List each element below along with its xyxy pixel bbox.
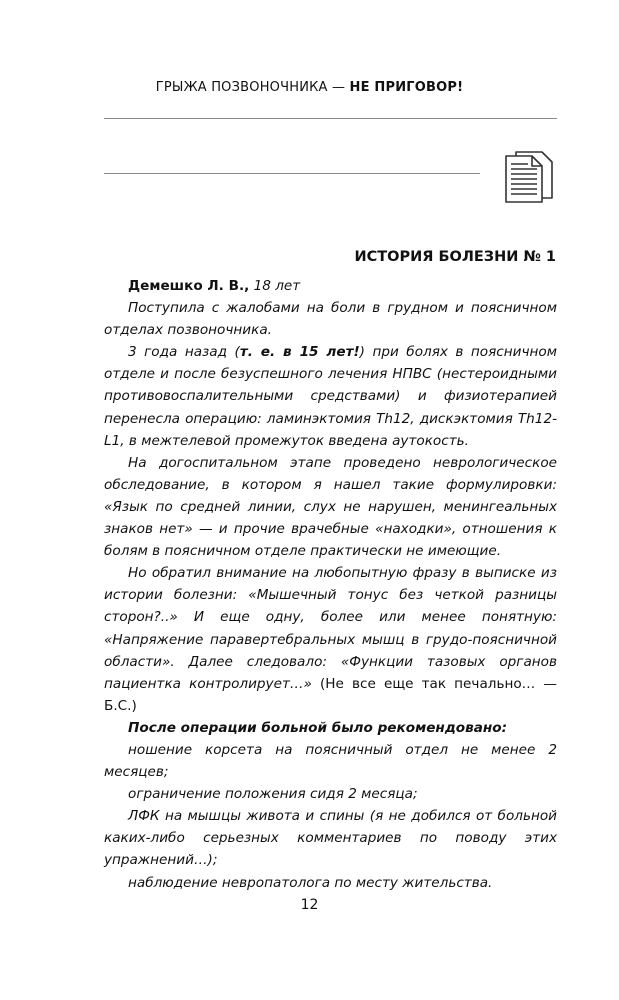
recommendation-corset: ношение корсета на поясничный отдел не менее 2 месяцев; bbox=[104, 741, 557, 781]
paragraph-history-emphasis: т. е. в 15 лет! bbox=[239, 344, 360, 361]
page-number: 12 bbox=[300, 897, 319, 913]
paragraph-history bbox=[104, 341, 557, 451]
paragraph-complaints-text: Поступила с жалобами на боли в грудном и поясничном отделах позвоночника. bbox=[104, 300, 557, 339]
patient-name: Демешко Л. В., bbox=[128, 278, 250, 294]
recommendation-neurologist: наблюдение невропатолога по месту жительства. bbox=[128, 874, 493, 891]
recommendations-heading-text: После операции больной было рекомендовано: bbox=[128, 719, 508, 736]
patient-age: 18 лет bbox=[249, 278, 301, 294]
paragraph-history-start: 3 года назад ( bbox=[128, 344, 240, 361]
document-pages-icon bbox=[494, 148, 554, 206]
paragraph-note-remark: (Не все еще так печально… — Б.С.) bbox=[104, 675, 557, 714]
patient-line bbox=[104, 275, 557, 297]
paragraph-examination-text: На догоспитальном этапе проведено неврологическое обследование, в котором я нашел такие формулировки: «Язык по средней линии, слух не нарушен, менингеальных знаков нет» — и прочие врачебные «находки», отношения к болям в поясничном отделе практически не имеющие. bbox=[104, 454, 557, 560]
recommendations-heading bbox=[104, 717, 557, 739]
running-head-normal: ГРЫЖА ПОЗВОНОЧНИКА — bbox=[155, 80, 350, 95]
header-rule-top bbox=[104, 118, 557, 119]
running-head-bold: НЕ ПРИГОВОР! bbox=[349, 80, 464, 95]
recommendation-exercise: ЛФК на мышцы живота и спины (я не добился от больной каких-либо серьезных комментариев по поводу этих упражнений…); bbox=[104, 808, 557, 869]
body-text bbox=[104, 275, 557, 894]
paragraph-history-end: ) при болях в поясничном отделе и после безуспешного лечения НПВС (нестероидными противовоспалительными средствами) и физиотерапией перенесла операцию: ламинэктомия Th12, дискэктомия Th12-L1, в межтелевой промежуток введена аутокость. bbox=[104, 344, 557, 449]
running-head bbox=[0, 80, 619, 95]
paragraph-note bbox=[104, 562, 557, 717]
paragraph-note-text: Но обратил внимание на любопытную фразу в выписке из истории болезни: «Мышечный тонус без четкой разницы сторон?..» И еще одну, более или менее понятную: «Напряжение паравертебральных мышц в грудо-поясничной области». Далее следовало: «Функции тазовых органов пациентка контролирует…» bbox=[104, 565, 557, 692]
recommendation-item bbox=[104, 805, 557, 871]
chapter-title: ИСТОРИЯ БОЛЕЗНИ № 1 bbox=[354, 249, 556, 265]
paragraph-examination bbox=[104, 452, 557, 562]
recommendation-sitting: ограничение положения сидя 2 месяца; bbox=[128, 786, 418, 803]
header-rule-bottom bbox=[104, 173, 480, 174]
recommendation-item bbox=[104, 739, 557, 783]
recommendation-item bbox=[104, 783, 557, 805]
paragraph-complaints bbox=[104, 297, 557, 341]
recommendation-item bbox=[104, 872, 557, 894]
